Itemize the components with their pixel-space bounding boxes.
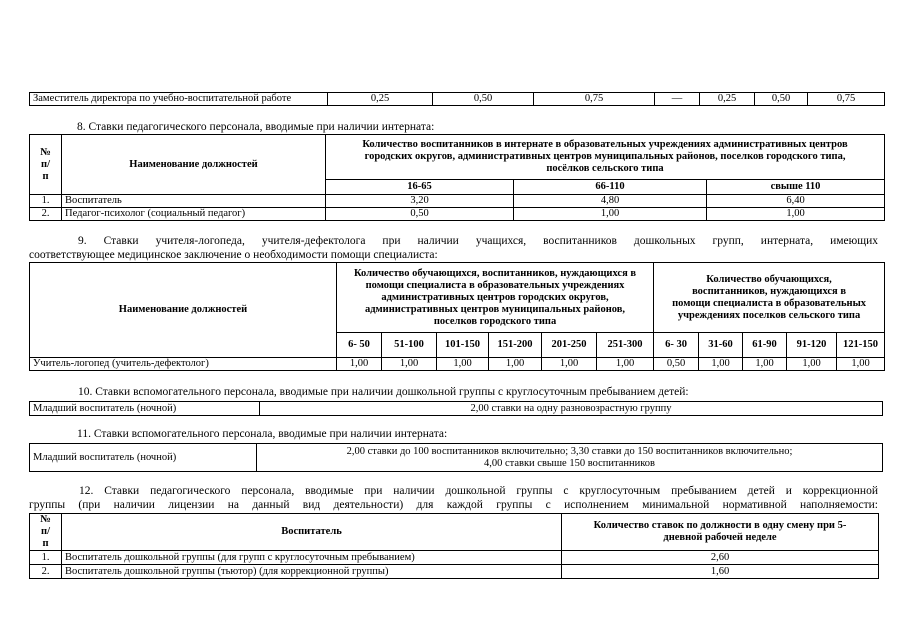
header-range: 91-120 [787,333,837,358]
header-range: 6- 30 [654,333,699,358]
rate-cell: 0,50 [755,93,808,106]
rate-cell: 1,00 [514,208,707,221]
rate-cell: 1,00 [437,358,489,371]
table-row [30,93,885,106]
rate-description-line-1: 2,00 ставки до 100 воспитанников включительно; 3,30 ставки до 150 воспитанников включительно; [346,445,793,457]
rate-cell: 1,00 [542,358,597,371]
header-range: свыше 110 [707,180,885,195]
position-name: Заместитель директора по учебно-воспитательной работе [30,93,328,106]
row-number: 1. [30,551,62,565]
position-name: Младший воспитатель (ночной) [30,444,257,472]
section-8-title: 8. Ставки педагогического персонала, вводимые при наличии интерната: [77,121,435,133]
rate-cell: 1,00 [597,358,654,371]
position-name: Педагог-психолог (социальный педагог) [62,208,326,221]
table-row [30,208,885,221]
rate-cell: 4,80 [514,195,707,208]
row-number: 1. [30,195,62,208]
rate-cell: 1,00 [489,358,542,371]
table-section-12 [29,513,879,579]
table-row [30,358,885,371]
position-name: Младший воспитатель (ночной) [30,402,260,416]
rate-cell: 1,00 [707,208,885,221]
header-range: 101-150 [437,333,489,358]
header-number: № п/п [30,514,62,551]
rate-cell: 1,00 [382,358,437,371]
header-rate-count: Количество ставок по должности в одну смену при 5-дневной рабочей неделе [562,514,879,551]
header-range: 51-100 [382,333,437,358]
header-position-name: Воспитатель [62,514,562,551]
rate-cell: 1,00 [699,358,743,371]
rate-cell: 1,00 [837,358,885,371]
header-position-name: Наименование должностей [62,135,326,195]
rate-cell: 2,60 [562,551,879,565]
position-name: Воспитатель дошкольной группы (тьютор) (для коррекционной группы) [62,565,562,579]
rate-cell: 3,20 [326,195,514,208]
table-row [30,195,885,208]
rate-cell: 0,50 [654,358,699,371]
table-section-10 [29,401,883,416]
section-12-title-line-1: 12. Ставки педагогического персонала, вводимые при наличии дошкольной группы с круглосуточным пребыванием детей и коррекционной [79,485,878,497]
rate-description: 2,00 ставки на одну разновозрастную группу [260,402,883,416]
rate-cell: 0,25 [700,93,755,106]
rate-cell: 0,50 [326,208,514,221]
rate-cell: 0,75 [808,93,885,106]
table-row [30,565,879,579]
header-range: 66-110 [514,180,707,195]
table-section-9 [29,262,885,371]
rate-cell: 0,50 [433,93,534,106]
table-section-11 [29,443,883,472]
section-10-title: 10. Ставки вспомогательного персонала, вводимые при наличии дошкольной группы с круглосуточным пребыванием детей: [78,386,689,398]
table-row [30,551,879,565]
row-number: 2. [30,565,62,579]
header-position-name: Наименование должностей [30,263,337,358]
header-range: 251-300 [597,333,654,358]
header-range: 6- 50 [337,333,382,358]
position-name: Воспитатель [62,195,326,208]
section-11-title: 11. Ставки вспомогательного персонала, вводимые при наличии интерната: [77,428,448,440]
table-section-8 [29,134,885,221]
header-rural-group: Количество обучающихся, воспитанников, нуждающихся в помощи специалиста в образовательных учреждениях поселков сельского типа [654,263,885,333]
header-range: 31-60 [699,333,743,358]
rate-description-line-2: 4,00 ставки свыше 150 воспитанников [483,457,656,469]
rate-cell: 1,00 [787,358,837,371]
section-9-title-line-2: соответствующее медицинское заключение о необходимости помощи специалиста: [29,249,438,261]
header-urban-group: Количество обучающихся, воспитанников, нуждающихся в помощи специалиста в образовательных учреждениях административных центров городских округов, административных центров муниципальных районов, поселков городского типа [337,263,654,333]
rate-cell: — [655,93,700,106]
rate-cell: 0,25 [328,93,433,106]
rate-cell: 1,60 [562,565,879,579]
header-range: 151-200 [489,333,542,358]
section-9-title-line-1: 9. Ставки учителя-логопеда, учителя-дефектолога при наличии учащихся, воспитанников дошкольных групп, интерната, имеющих [78,235,878,247]
header-range: 16-65 [326,180,514,195]
table-row [30,402,883,416]
header-range: 121-150 [837,333,885,358]
position-name: Воспитатель дошкольной группы (для групп с круглосуточным пребыванием) [62,551,562,565]
position-name: Учитель-логопед (учитель-дефектолог) [30,358,337,371]
table-deputy-director [29,92,885,106]
header-range: 61-90 [743,333,787,358]
rate-cell: 0,75 [534,93,655,106]
rate-cell: 1,00 [337,358,382,371]
row-number: 2. [30,208,62,221]
header-number: № п/п [30,135,62,195]
header-pupil-count-group: Количество воспитанников в интернате в образовательных учреждениях административных центров городских округов, административных центров муниципальных районов, поселков городского типа, посёлков сельского типа [326,135,885,180]
table-row [30,444,883,472]
header-range: 201-250 [542,333,597,358]
rate-cell: 1,00 [743,358,787,371]
rate-description [257,444,883,472]
rate-cell: 6,40 [707,195,885,208]
section-12-title-line-2: группы (при наличии лицензии на данный вид деятельности) для каждой группы с исполнением минимальной нормативной наполняемости: [29,499,878,511]
